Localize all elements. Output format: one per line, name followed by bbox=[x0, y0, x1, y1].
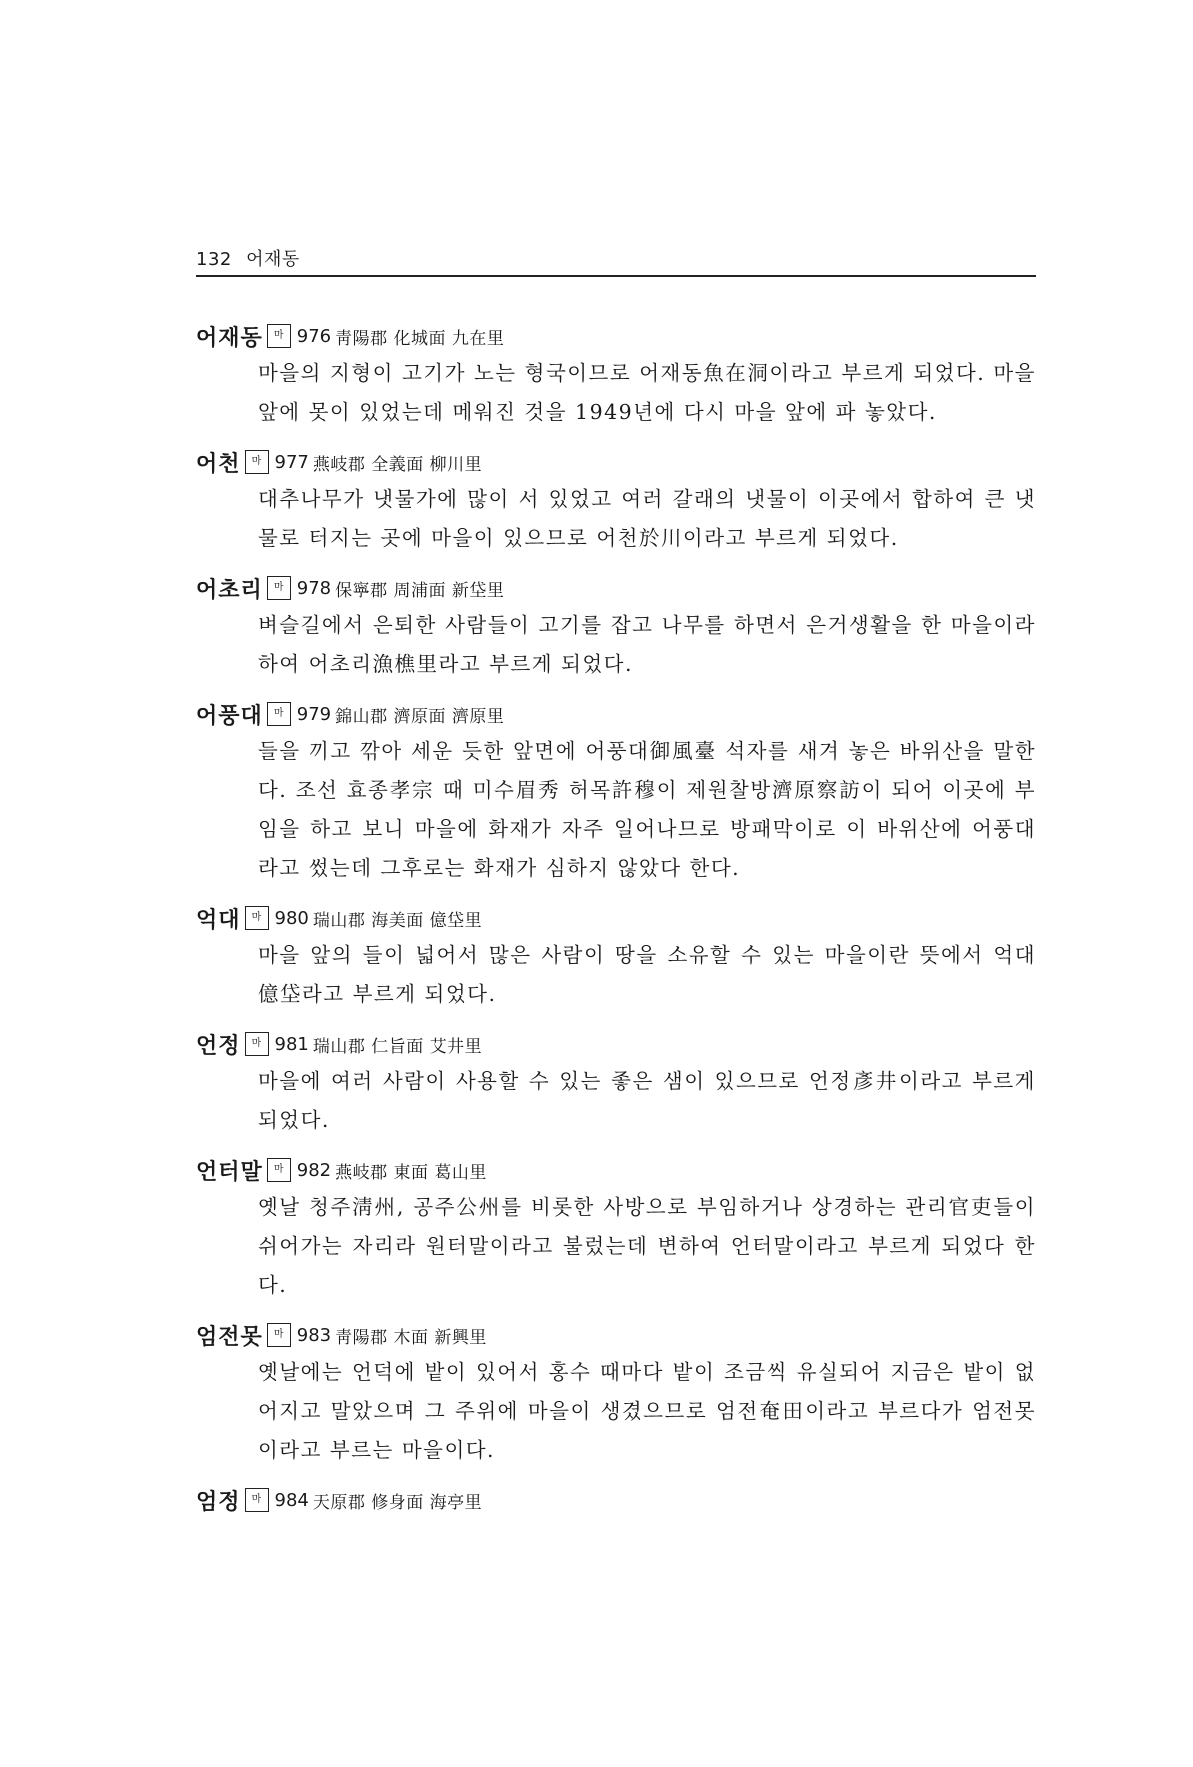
entry-number: 981 bbox=[274, 1033, 309, 1055]
entry-list bbox=[196, 318, 1036, 1530]
entry-location: 瑞山郡 海美面 億垈里 bbox=[312, 910, 483, 931]
entry-number: 979 bbox=[296, 703, 332, 725]
village-badge: 마 bbox=[245, 450, 269, 474]
village-badge: 마 bbox=[267, 324, 291, 348]
entry-head bbox=[196, 696, 1036, 732]
village-badge: 마 bbox=[245, 1488, 269, 1512]
village-badge: 마 bbox=[267, 702, 291, 726]
page-number: 132 bbox=[196, 249, 232, 270]
entry-text: 벼슬길에서 은퇴한 사람들이 고기를 잡고 나무를 하면서 은거생활을 한 마을이라 하여 어초리漁樵里라고 부르게 되었다. bbox=[258, 613, 1036, 676]
entry-text: 마을의 지형이 고기가 노는 형국이므로 어재동魚在洞이라고 부르게 되었다. 마을 앞에 못이 있었는데 메워진 것을 1949년에 다시 마을 앞에 파 놓았다. bbox=[258, 361, 1036, 424]
entry-head bbox=[196, 1026, 1036, 1062]
entry-head bbox=[196, 1482, 1036, 1518]
entry-head bbox=[196, 318, 1036, 354]
entry-head bbox=[196, 900, 1036, 936]
entry-location: 保寧郡 周浦面 新垈里 bbox=[335, 580, 505, 601]
entry-location: 天原郡 修身面 海亭里 bbox=[312, 1492, 483, 1513]
entry-number: 976 bbox=[296, 325, 332, 347]
entry-term: 억대 bbox=[196, 907, 241, 933]
village-badge: 마 bbox=[267, 1158, 291, 1182]
entry-text: 들을 끼고 깎아 세운 듯한 앞면에 어풍대御風臺 석자를 새겨 놓은 바위산을 말한다. 조선 효종孝宗 때 미수眉秀 허목許穆이 제원찰방濟原察訪이 되어 이곳에 부임을 하고 보니 마을에 화재가 자주 일어나므로 방패막이로 이 바위산에 어풍대라고 썼는데 그후로는 화재가 심하지 않았다 한다. bbox=[258, 739, 1036, 880]
entry-term: 엄정 bbox=[196, 1489, 241, 1515]
entry-number: 984 bbox=[274, 1489, 309, 1511]
entry-location: 燕岐郡 全義面 柳川里 bbox=[312, 454, 483, 475]
entry-location: 燕岐郡 東面 葛山里 bbox=[335, 1162, 487, 1183]
entry bbox=[196, 570, 1036, 684]
entry-number: 977 bbox=[274, 451, 309, 473]
entry bbox=[196, 444, 1036, 558]
village-badge: 마 bbox=[245, 906, 269, 930]
entry-location: 靑陽郡 化城面 九在里 bbox=[335, 328, 505, 349]
running-head bbox=[196, 245, 1036, 271]
entry-head bbox=[196, 444, 1036, 480]
entry-number: 982 bbox=[296, 1159, 332, 1181]
entry-head bbox=[196, 570, 1036, 606]
entry-location: 錦山郡 濟原面 濟原里 bbox=[335, 706, 505, 727]
entry-term: 어풍대 bbox=[196, 703, 263, 729]
entry bbox=[196, 1482, 1036, 1518]
entry-term: 어천 bbox=[196, 451, 241, 477]
running-title: 어재동 bbox=[246, 249, 300, 270]
entry-number: 983 bbox=[296, 1324, 332, 1346]
entry-number: 978 bbox=[296, 577, 332, 599]
entry-term: 엄전못 bbox=[196, 1324, 263, 1350]
entry-term: 언정 bbox=[196, 1033, 241, 1059]
header-rule bbox=[196, 275, 1036, 277]
entry-term: 언터말 bbox=[196, 1159, 263, 1185]
village-badge: 마 bbox=[245, 1032, 269, 1056]
village-badge: 마 bbox=[267, 576, 291, 600]
entry-text: 대추나무가 냇물가에 많이 서 있었고 여러 갈래의 냇물이 이곳에서 합하여 큰 냇물로 터지는 곳에 마을이 있으므로 어천於川이라고 부르게 되었다. bbox=[258, 487, 1036, 550]
entry-location: 瑞山郡 仁旨面 艾井里 bbox=[312, 1036, 483, 1057]
entry-term: 어초리 bbox=[196, 577, 263, 603]
entry bbox=[196, 1152, 1036, 1305]
entry-text: 마을 앞의 들이 넓어서 많은 사람이 땅을 소유할 수 있는 마을이란 뜻에서 억대億垈라고 부르게 되었다. bbox=[258, 943, 1036, 1006]
entry bbox=[196, 1317, 1036, 1470]
entry-text: 마을에 여러 사람이 사용할 수 있는 좋은 샘이 있으므로 언정彥井이라고 부르게 되었다. bbox=[258, 1069, 1036, 1132]
entry bbox=[196, 900, 1036, 1014]
entry-number: 980 bbox=[274, 907, 309, 929]
entry-term: 어재동 bbox=[196, 325, 263, 351]
entry bbox=[196, 1026, 1036, 1140]
entry-head bbox=[196, 1152, 1036, 1188]
entry-text: 옛날 청주淸州, 공주公州를 비롯한 사방으로 부임하거나 상경하는 관리官吏들이 쉬어가는 자리라 원터말이라고 불렀는데 변하여 언터말이라고 부르게 되었다 한다. bbox=[258, 1195, 1036, 1297]
entry-head bbox=[196, 1317, 1036, 1353]
village-badge: 마 bbox=[267, 1323, 291, 1347]
entry-location: 靑陽郡 木面 新興里 bbox=[335, 1327, 487, 1348]
entry-text: 옛날에는 언덕에 밭이 있어서 홍수 때마다 밭이 조금씩 유실되어 지금은 밭이 없어지고 말았으며 그 주위에 마을이 생겼으므로 엄전奄田이라고 부르다가 엄전못이라고 부르는 마을이다. bbox=[258, 1360, 1036, 1462]
entry bbox=[196, 318, 1036, 432]
entry bbox=[196, 696, 1036, 888]
